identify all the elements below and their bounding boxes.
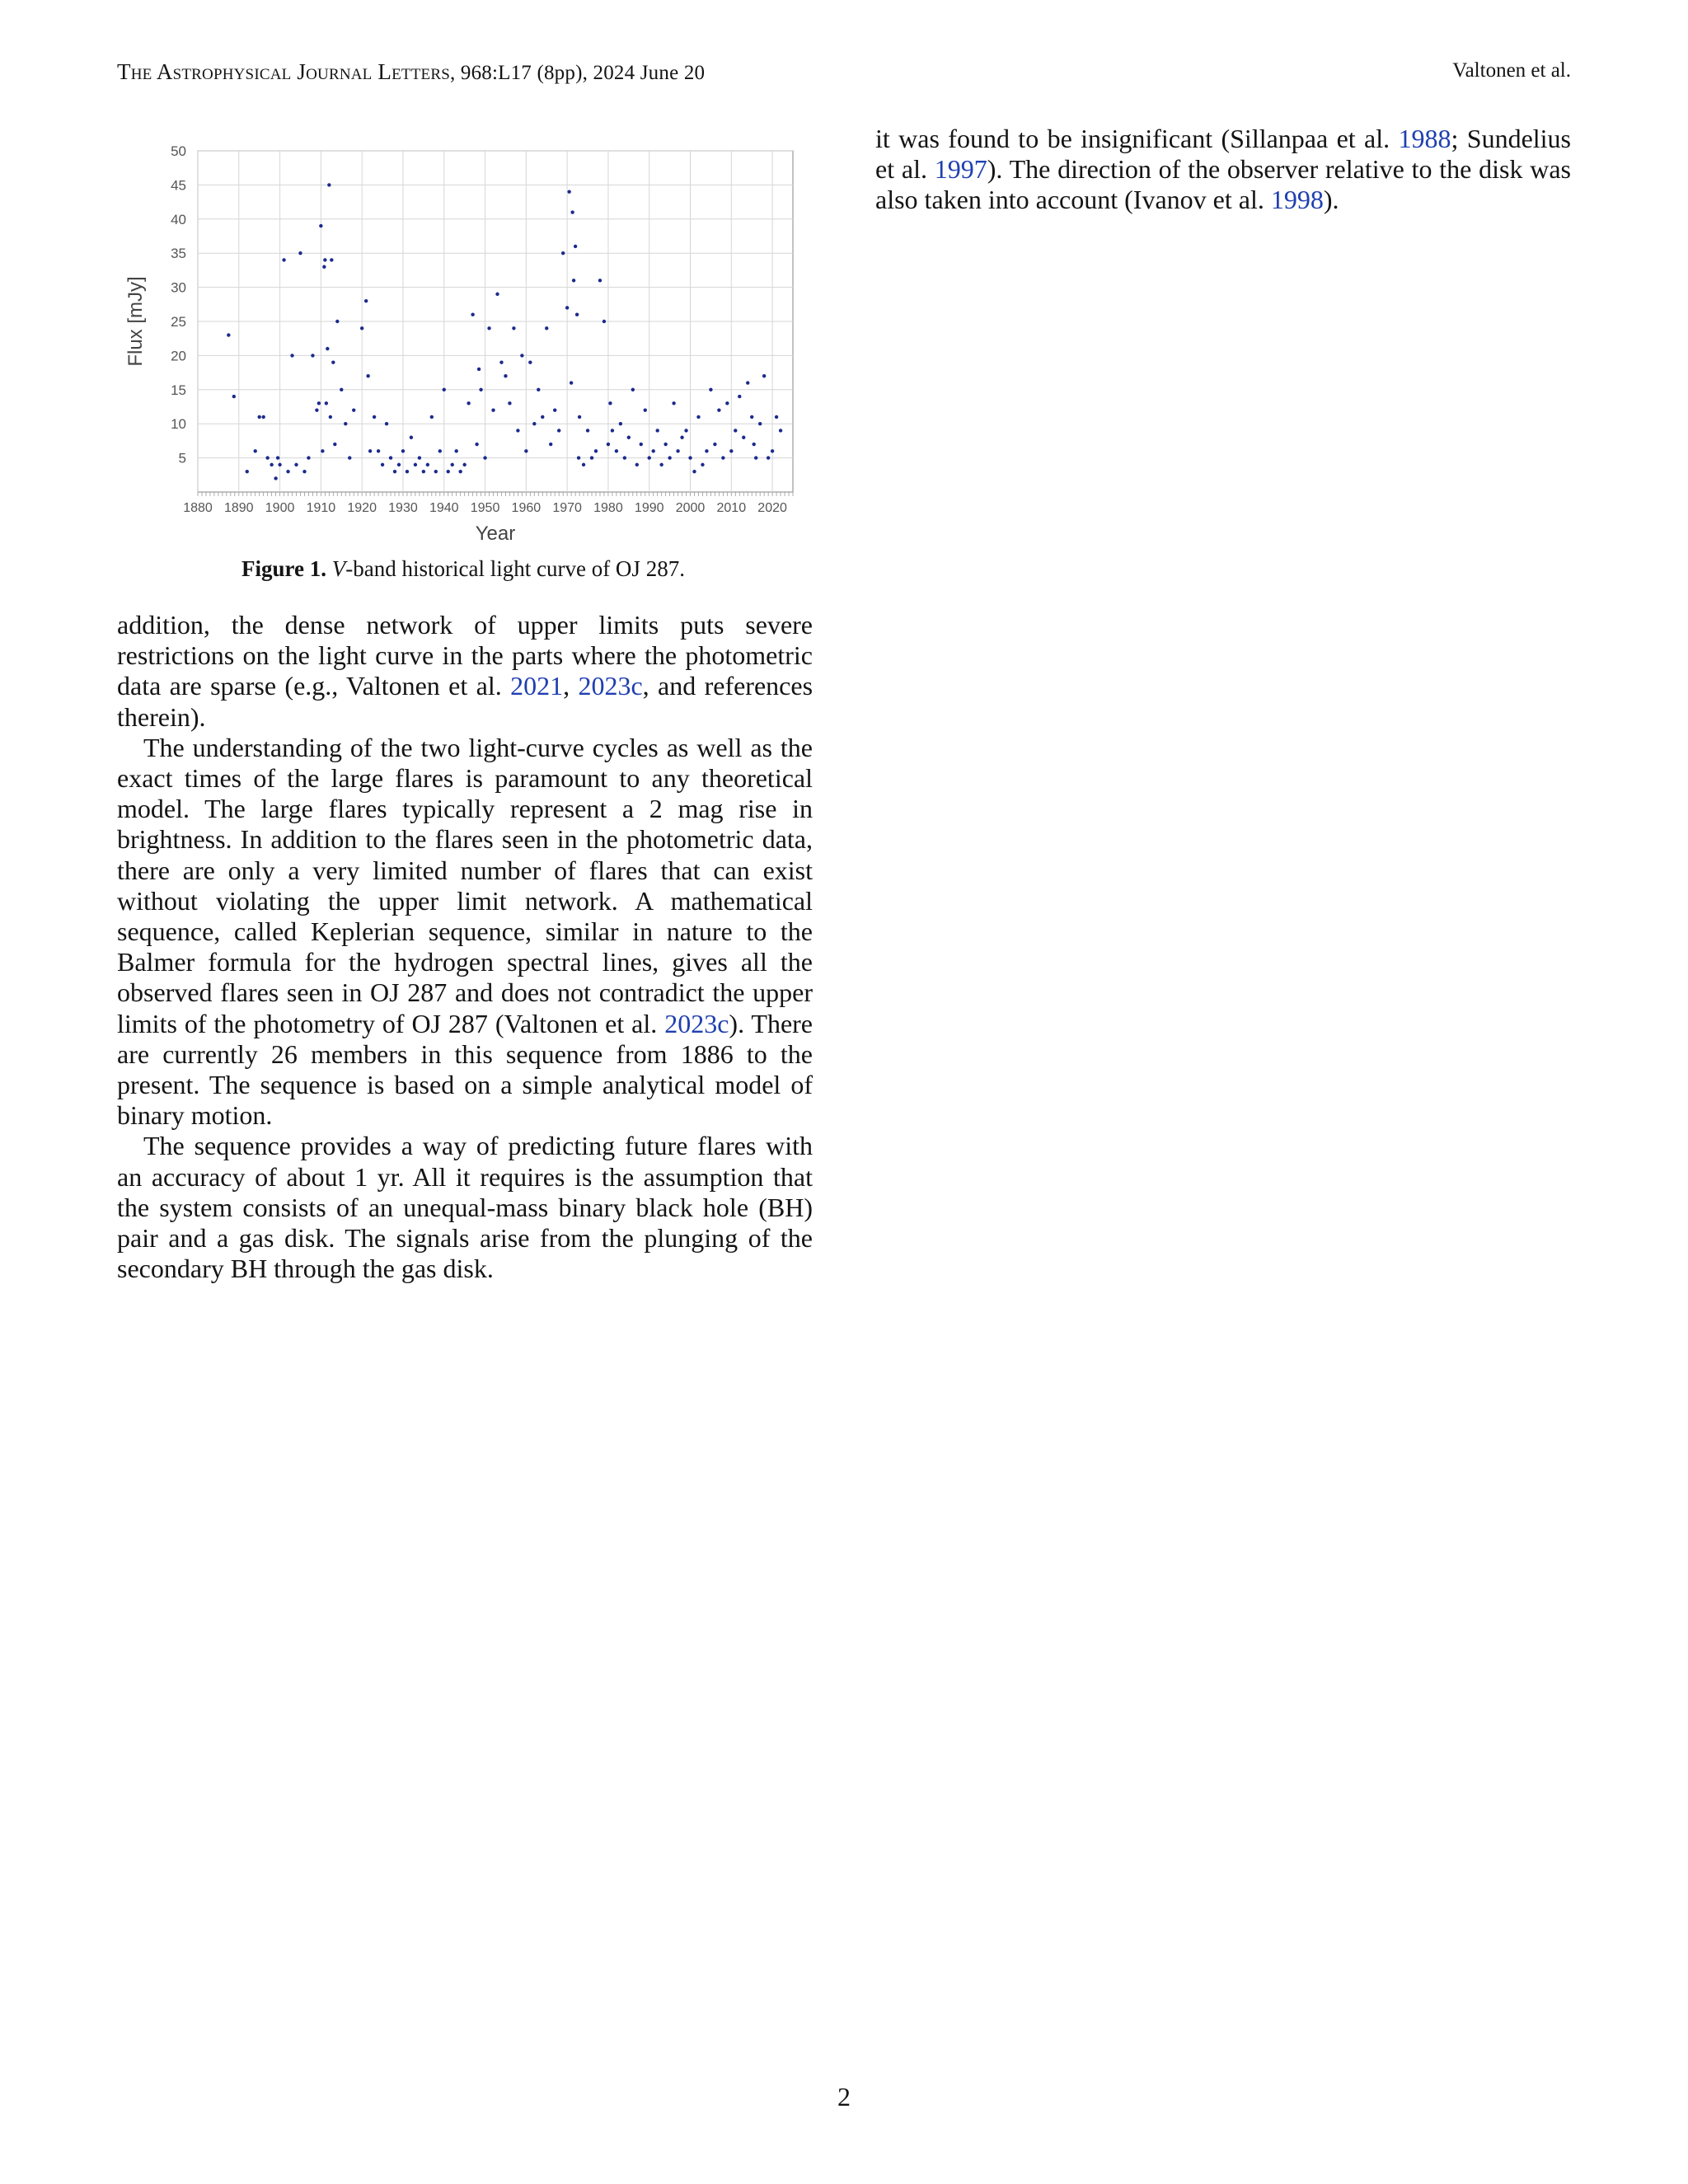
data-point [721, 456, 724, 459]
data-point [508, 401, 511, 405]
data-point [325, 401, 328, 405]
data-point [779, 429, 782, 432]
paragraph: The sequence provides a way of predicting future flares with an accuracy of about 1 yr. All it requires is the assumption that the system consists of an unequal-mass binary black hole (BH) pair and a gas disk. The signals arise from the plunging of the secondary BH through the gas disk. [117, 1131, 813, 1284]
x-tick-label: 1920 [347, 501, 377, 515]
data-point [608, 401, 612, 405]
x-tick-label: 1890 [223, 501, 254, 515]
x-tick-label: 2010 [716, 501, 747, 515]
data-point [659, 463, 663, 466]
data-point [373, 415, 376, 419]
data-point [265, 456, 269, 459]
data-point [663, 443, 667, 446]
data-point [619, 422, 622, 425]
data-point [278, 463, 281, 466]
data-point [512, 326, 515, 330]
data-point [762, 374, 766, 377]
data-point [331, 360, 335, 363]
citation-link[interactable]: 2023c [578, 671, 643, 701]
data-point [684, 429, 687, 432]
data-point [655, 429, 659, 432]
data-point [348, 456, 351, 459]
data-point [321, 449, 324, 452]
x-tick-label: 1930 [388, 501, 418, 515]
data-point [709, 388, 712, 391]
data-point [294, 463, 298, 466]
data-point [254, 449, 257, 452]
data-point [410, 436, 413, 439]
data-point [565, 306, 569, 309]
data-point [302, 470, 306, 473]
data-point [443, 388, 446, 391]
data-point [406, 470, 409, 473]
data-point [553, 408, 556, 411]
data-point [567, 190, 570, 193]
data-point [282, 258, 285, 261]
data-point [603, 320, 606, 323]
y-tick-label: 20 [171, 348, 186, 364]
data-point [557, 429, 560, 432]
data-point [438, 449, 442, 452]
data-point [752, 443, 755, 446]
citation-link[interactable]: 1988 [1398, 124, 1451, 153]
data-point [319, 224, 322, 227]
y-tick-label: 35 [171, 246, 186, 262]
data-point [623, 456, 626, 459]
data-point [340, 388, 343, 391]
citation-link[interactable]: 2023c [664, 1008, 729, 1038]
data-point [467, 401, 470, 405]
data-point [532, 422, 536, 425]
data-point [767, 456, 770, 459]
data-point [447, 470, 450, 473]
data-point [516, 429, 519, 432]
data-point [270, 463, 273, 466]
figure-1-light-curve [117, 136, 809, 548]
data-point [635, 463, 639, 466]
data-point [483, 456, 486, 459]
y-tick-label: 25 [171, 314, 186, 330]
data-point [317, 401, 321, 405]
data-point [607, 443, 610, 446]
data-point [434, 470, 438, 473]
data-point [775, 415, 778, 419]
data-point [701, 463, 704, 466]
y-tick-label: 40 [171, 211, 186, 227]
x-tick-label: 1960 [511, 501, 542, 515]
data-point [368, 449, 372, 452]
x-tick-label: 1900 [265, 501, 295, 515]
data-point [426, 463, 429, 466]
data-point [257, 415, 260, 419]
data-point [261, 415, 265, 419]
y-tick-label: 5 [178, 450, 186, 466]
data-point [652, 449, 655, 452]
data-point [504, 374, 507, 377]
data-point [360, 326, 363, 330]
data-point [475, 443, 478, 446]
x-tick-label: 2000 [675, 501, 706, 515]
data-point [344, 422, 347, 425]
data-point [323, 258, 326, 261]
data-point [734, 429, 737, 432]
x-tick-label: 1970 [552, 501, 582, 515]
data-point [401, 449, 405, 452]
y-axis-label: Flux [mJy] [124, 276, 147, 367]
left-column [117, 610, 813, 1284]
figure-caption: Figure 1. V-band historical light curve of OJ 287. [241, 556, 685, 581]
data-point [232, 395, 236, 398]
data-point [322, 265, 326, 269]
header-authors: Valtonen et al. [1452, 59, 1571, 82]
data-point [541, 415, 544, 419]
y-tick-label: 30 [171, 279, 186, 296]
data-point [274, 476, 277, 480]
x-tick-label: 1980 [593, 501, 623, 515]
data-point [717, 408, 720, 411]
right-column [875, 124, 1571, 216]
data-point [326, 347, 329, 350]
data-point [692, 470, 696, 473]
data-point [575, 313, 579, 316]
data-point [397, 463, 401, 466]
data-point [307, 456, 310, 459]
running-header [0, 59, 1688, 92]
data-point [754, 456, 757, 459]
x-axis-label: Year [475, 523, 516, 545]
data-point [422, 470, 425, 473]
light-curve-chart [117, 136, 809, 548]
data-point [615, 449, 618, 452]
data-point [364, 299, 368, 302]
data-point [479, 388, 482, 391]
data-point [335, 320, 339, 323]
data-point [537, 388, 540, 391]
data-point [381, 463, 384, 466]
data-point [286, 470, 289, 473]
data-point [572, 279, 575, 282]
data-point [578, 415, 581, 419]
data-point [742, 436, 745, 439]
data-point [746, 381, 749, 384]
data-point [545, 326, 548, 330]
data-point [738, 395, 741, 398]
data-point [672, 401, 675, 405]
data-point [366, 374, 369, 377]
data-point [750, 415, 753, 419]
data-point [713, 443, 716, 446]
data-point [570, 381, 573, 384]
data-point [705, 449, 708, 452]
data-point [586, 429, 589, 432]
data-point [327, 183, 331, 186]
data-point [414, 463, 417, 466]
x-tick-label: 1950 [470, 501, 500, 515]
data-point [680, 436, 683, 439]
x-tick-label: 1940 [429, 501, 459, 515]
data-point [668, 456, 671, 459]
data-point [276, 456, 279, 459]
x-tick-label: 2020 [757, 501, 787, 515]
data-point [577, 456, 580, 459]
data-point [471, 313, 474, 316]
data-point [462, 463, 466, 466]
data-point [430, 415, 434, 419]
citation-link[interactable]: 1998 [1270, 185, 1324, 215]
data-point [598, 279, 602, 282]
data-point [524, 449, 528, 452]
data-point [520, 354, 523, 357]
data-point [648, 456, 651, 459]
data-point [418, 456, 421, 459]
paragraph: The understanding of the two light-curve cycles as well as the exact times of the large flares is paramount to any theoretical model. The large flares typically represent a 2 mag rise in brightness. In addition to the flares seen in the photometric data, there are only a very limited number of flares that can exist without violating the upper limit network. A mathematical sequence, called Keplerian sequence, similar in nature to the Balmer formula for the hydrogen spectral lines, gives all the observed flares seen in OJ 287 and does not contradict the upper limits of the photometry of OJ 287 (Valtonen et al. 2023c). There are currently 26 members in this sequence from 1886 to the present. The sequence is based on a simple analytical model of binary motion. [117, 732, 814, 1131]
data-point [627, 436, 631, 439]
data-point [590, 456, 593, 459]
data-point [570, 210, 574, 213]
data-point [385, 422, 388, 425]
data-point [729, 449, 733, 452]
data-point [758, 422, 762, 425]
data-point [458, 470, 462, 473]
data-point [290, 354, 293, 357]
paragraph: it was found to be insignificant (Sillanpaa et al. 1988; Sundelius et al. 1997). The direction of the observer relative to the disk was also taken into account (Ivanov et al. 1998). [875, 124, 1572, 215]
data-point [725, 401, 729, 405]
data-point [454, 449, 457, 452]
y-tick-label: 10 [171, 416, 186, 433]
data-point [377, 449, 380, 452]
data-point [582, 463, 585, 466]
y-tick-label: 50 [171, 143, 186, 159]
data-point [640, 443, 643, 446]
data-point [333, 443, 336, 446]
data-point [574, 245, 577, 248]
data-point [499, 360, 503, 363]
data-point [352, 408, 355, 411]
journal-citation: The Astrophysical Journal Letters, 968:L17 (8pp), 2024 June 20 [117, 59, 706, 84]
citation-link[interactable]: 2021 [510, 671, 564, 701]
data-point [549, 443, 552, 446]
data-point [487, 326, 490, 330]
data-point [561, 251, 565, 255]
paragraph: addition, the dense network of upper limits puts severe restrictions on the light curve in the parts where the photometric data are sparse (e.g., Valtonen et al. 2021, 2023c, and references therein). [117, 610, 814, 732]
data-point [389, 456, 392, 459]
y-tick-label: 15 [171, 382, 186, 398]
data-point [298, 251, 302, 255]
data-point [311, 354, 314, 357]
data-point [688, 456, 692, 459]
x-tick-label: 1990 [634, 501, 664, 515]
data-point [528, 360, 532, 363]
data-point [594, 449, 598, 452]
x-tick-label: 1910 [306, 501, 336, 515]
data-point [315, 408, 318, 411]
data-point [771, 449, 774, 452]
data-point [611, 429, 614, 432]
page-number: 2 [837, 2082, 851, 2111]
data-point [393, 470, 396, 473]
y-tick-label: 45 [171, 177, 186, 194]
x-tick-label: 1880 [183, 501, 213, 515]
data-point [644, 408, 647, 411]
data-point [491, 408, 495, 411]
data-point [330, 258, 333, 261]
data-point [696, 415, 700, 419]
data-point [329, 415, 332, 419]
citation-link[interactable]: 1997 [934, 154, 987, 185]
data-point [495, 293, 499, 296]
data-point [246, 470, 249, 473]
data-point [676, 449, 679, 452]
data-point [631, 388, 635, 391]
data-point [451, 463, 454, 466]
data-point [227, 333, 230, 336]
data-point [477, 368, 481, 371]
